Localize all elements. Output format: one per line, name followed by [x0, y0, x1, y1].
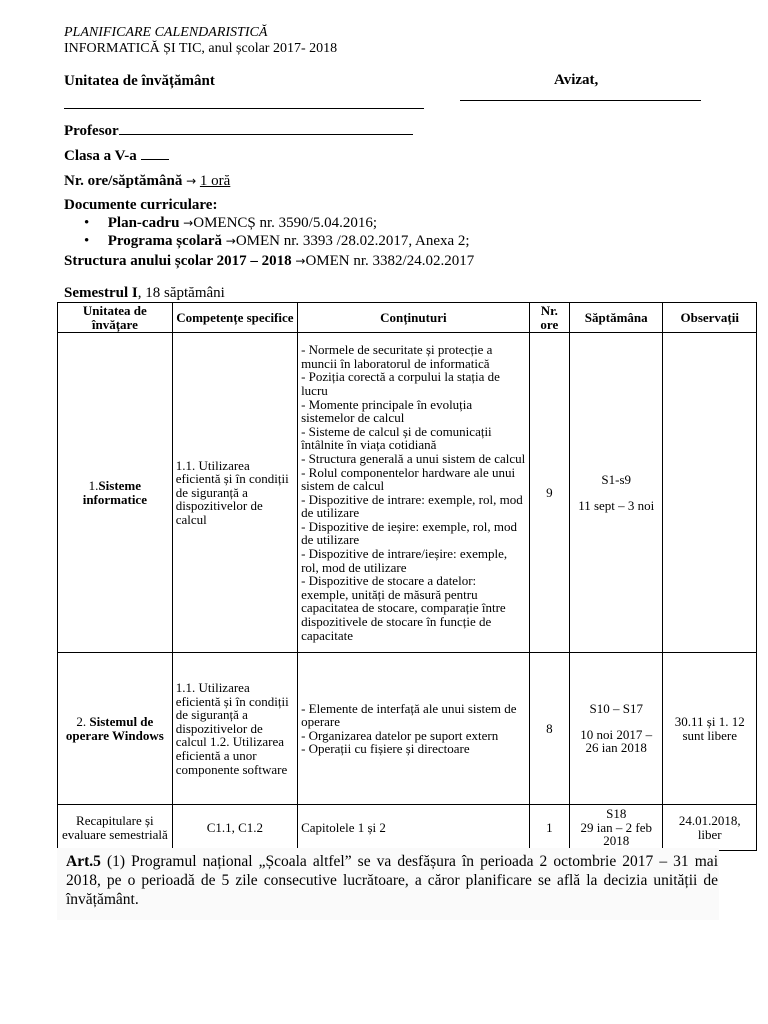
avizat-signature-line: [460, 100, 701, 101]
content-item: - Normele de securitate și protecție a muncii în laboratorul de informatică: [301, 342, 493, 371]
planning-table: [57, 302, 757, 851]
content-item: - Organizarea datelor pe suport extern: [301, 727, 499, 743]
column-header: Nr. ore: [529, 303, 569, 333]
structura-label: Structura anului școlar 2017 – 2018: [64, 253, 292, 269]
column-header: Săptămâna: [570, 303, 663, 333]
avizat-label: Avizat,: [554, 72, 599, 88]
observatii-cell: 24.01.2018, liber: [663, 805, 757, 851]
nr-ore-cell: 1: [529, 805, 569, 851]
document-subtitle: INFORMATICĂ ȘI TIC, anul școlar 2017- 2018: [64, 41, 338, 56]
week-range: S1-s9: [601, 472, 632, 488]
observatii-cell: [663, 333, 757, 653]
content-item: - Dispozitive de intrare: exemple, rol, mod de utilizare: [301, 491, 523, 521]
arrow-icon: →: [183, 216, 194, 230]
competente-cell: 1.1. Utilizarea eficientă și în condiții de siguranță a dispozitivelor de calcul: [172, 333, 297, 653]
nr-ore-row: [64, 172, 230, 190]
list-item: [84, 232, 470, 250]
saptamana-cell: [570, 333, 663, 653]
nr-ore-label: Nr. ore/săptămână: [64, 173, 183, 189]
table-row: [58, 333, 757, 653]
profesor-label: Profesor: [64, 123, 119, 139]
unit-cell: [58, 805, 173, 851]
unit-number: 1.: [88, 478, 99, 494]
article-note: Art.5 (1) Programul național „Școala altfel” se va desfășura în perioada 2 octombrie 2017 – 31 mai 2018, pe o perioadă de 5 zile consecutive lucrătoare, a căror planificare se află la decizia unității de învățământ.: [66, 853, 718, 908]
table-row: [58, 653, 757, 805]
unit-cell: [58, 333, 173, 653]
semestru-label: Semestrul I: [64, 285, 138, 301]
unit-cell: [58, 653, 173, 805]
nr-ore-value: 1 oră: [199, 173, 231, 189]
document-name: Programa școlară: [107, 233, 223, 249]
column-header: Unitatea de învățare: [58, 303, 173, 333]
continuturi-cell: [298, 653, 530, 805]
nr-ore-cell: 9: [529, 333, 569, 653]
clasa-label: Clasa a V-a: [64, 148, 137, 164]
unit-name: Recapitulare și evaluare semestrială: [61, 813, 168, 842]
nr-ore-cell: 8: [529, 653, 569, 805]
saptamana-cell: [570, 805, 663, 851]
content-item: - Sisteme de calcul și de comunicații întâlnite în viața cotidiană: [301, 423, 492, 453]
content-item: Capitolele 1 și 2: [301, 819, 386, 835]
date-range: 11 sept – 3 noi: [578, 497, 655, 513]
document-name: Plan-cadru: [107, 215, 180, 231]
date-range: 29 ian – 2 feb 2018: [580, 819, 652, 849]
content-item: - Elemente de interfață ale unui sistem de operare: [301, 700, 517, 730]
documente-colon: :: [212, 197, 218, 213]
content-item: - Momente principale în evoluția sistemelor de calcul: [301, 396, 473, 426]
bullet-icon: •: [84, 215, 90, 231]
observatii-cell: 30.11 și 1. 12 sunt libere: [663, 653, 757, 805]
bullet-icon: •: [84, 233, 90, 249]
profesor-row: [64, 121, 413, 140]
article-number: Art.5: [66, 853, 101, 870]
arrow-icon: →: [186, 174, 197, 188]
column-header: Competențe specifice: [172, 303, 297, 333]
arrow-icon: →: [295, 254, 306, 268]
arrow-icon: →: [225, 234, 236, 248]
saptamana-cell: [570, 653, 663, 805]
content-item: - Structura generală a unui sistem de calcul: [301, 450, 526, 466]
unit-name: Sistemul de operare Windows: [65, 714, 164, 743]
column-header: Observații: [663, 303, 757, 333]
week-range: S18: [606, 806, 627, 822]
structura-ref: OMEN nr. 3382/24.02.2017: [305, 253, 475, 269]
week-range: S10 – S17: [589, 701, 643, 717]
continuturi-cell: [298, 333, 530, 653]
unit-name: Sisteme informatice: [82, 478, 147, 507]
competente-cell: 1.1. Utilizarea eficientă și în condiții de siguranță a dispozitivelor de calcul 1.2. Utilizarea eficientă a unor componente software: [172, 653, 297, 805]
document-title: PLANIFICARE CALENDARISTICĂ: [64, 25, 268, 40]
content-item: - Dispozitive de intrare/ieșire: exemple, rol, mod de utilizare: [301, 546, 508, 575]
unit-number: 2.: [76, 714, 87, 730]
unitate-label: Unitatea de învățământ: [64, 73, 215, 89]
semestru-row: [64, 284, 225, 302]
semestru-weeks: , 18 săptămâni: [137, 285, 225, 301]
list-item: [84, 214, 470, 232]
content-item: - Operații cu fișiere și directoare: [301, 741, 470, 757]
date-range: 10 noi 2017 – 26 ian 2018: [580, 726, 653, 756]
content-item: - Rolul componentelor hardware ale unui sistem de calcul: [301, 464, 516, 494]
content-item: - Dispozitive de ieșire: exemple, rol, mod de utilizare: [301, 518, 517, 548]
clasa-row: [64, 146, 169, 165]
documente-list: [84, 214, 470, 250]
column-header: Conținuturi: [298, 303, 530, 333]
content-item: - Poziția corectă a corpului la stația de lucru: [301, 369, 500, 398]
unitate-blank-line: [64, 108, 424, 109]
content-item: - Dispozitive de stocare a datelor: exemple, unități de măsură pentru capacitatea de stocare, comparație între dispozitivele de stocare în funcție de capacitate: [301, 573, 506, 643]
document-ref: OMENCȘ nr. 3590/5.04.2016;: [193, 215, 377, 231]
documente-label-row: [64, 196, 217, 214]
structura-row: [64, 252, 474, 270]
table-row: [58, 805, 757, 851]
competente-cell: C1.1, C1.2: [172, 805, 297, 851]
document-ref: OMEN nr. 3393 /28.02.2017, Anexa 2;: [235, 233, 470, 249]
table-header-row: [58, 303, 757, 333]
documente-label: Documente curriculare: [64, 197, 213, 213]
profesor-blank-line: [119, 121, 413, 135]
clasa-blank-line: [141, 146, 169, 160]
continuturi-cell: [298, 805, 530, 851]
